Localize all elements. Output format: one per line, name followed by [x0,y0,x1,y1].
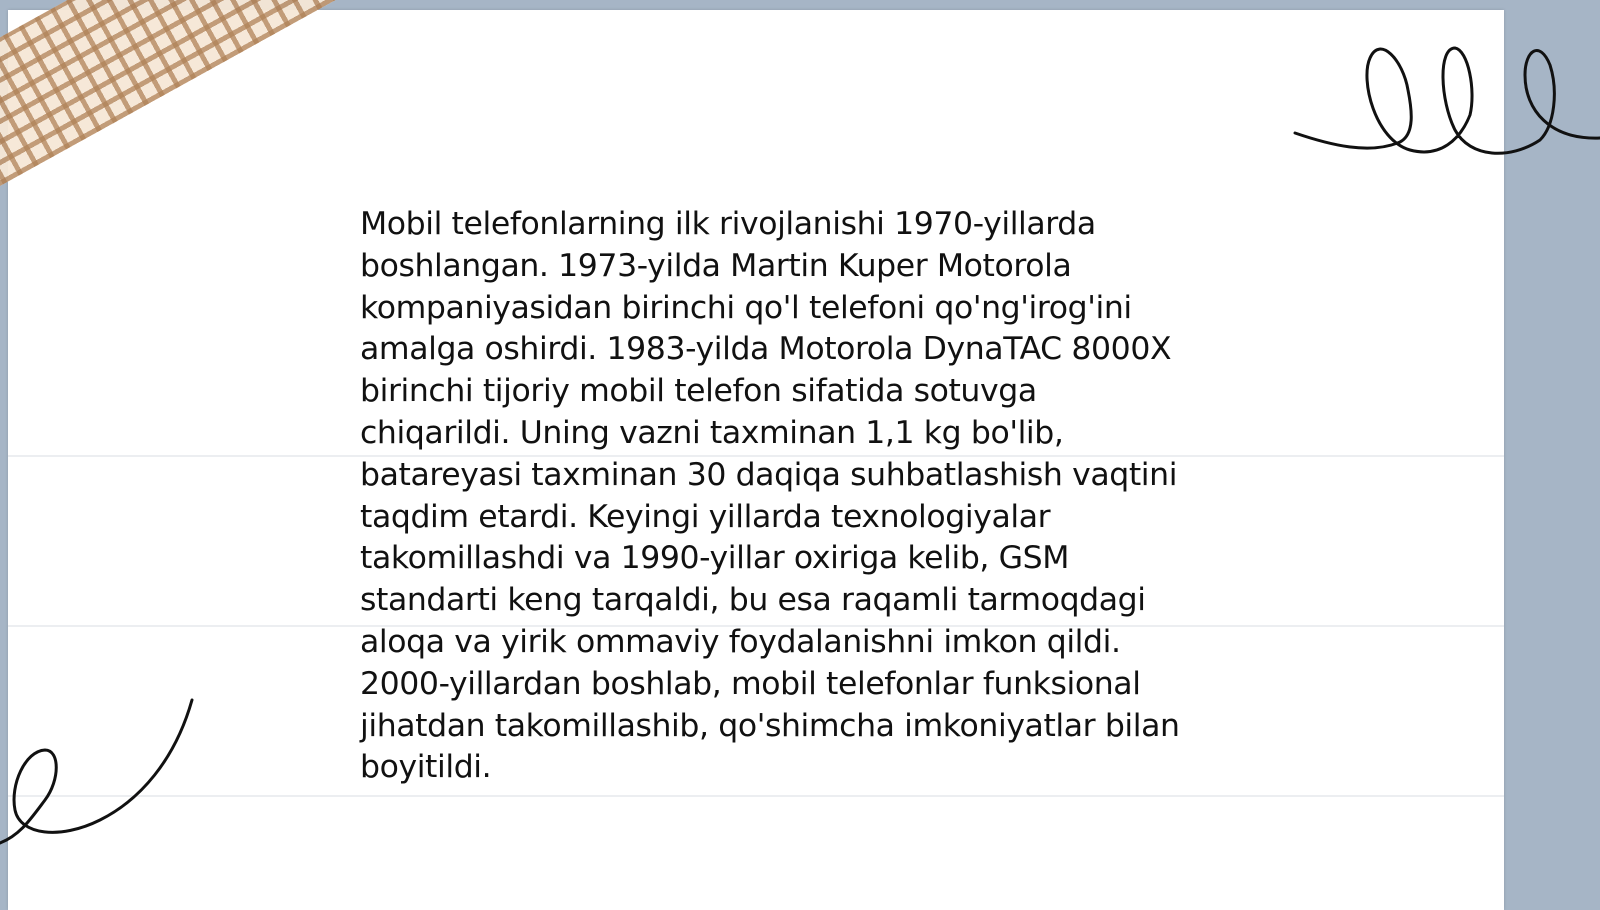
swoosh-squiggle-decoration [0,695,200,850]
slide-body-text: Mobil telefonlarning ilk rivojlanishi 1970-yillarda boshlangan. 1973-yilda Martin Kuper Motorola kompaniyasidan birinchi qo'l telefoni qo'ng'irog'ini amalga oshirdi. 1983-yilda Motorola DynaTAC 8000X birinchi tijoriy mobil telefon sifatida sotuvga chiqarildi. Uning vazni taxminan 1,1 kg bo'lib, batareyasi taxminan 30 daqiqa suhbatlashish vaqtini taqdim etardi. Keyingi yillarda texnologiyalar takomillashdi va 1990-yillar oxiriga kelib, GSM standarti keng tarqaldi, bu esa raqamli tarmoqdagi aloqa va yirik ommaviy foydalanishni imkon qildi. 2000-yillardan boshlab, mobil telefonlar funksional jihatdan takomillashib, qo'shimcha imkoniyatlar bilan boyitildi. [360,206,1180,786]
loop-squiggle-decoration [1290,30,1600,170]
paper-rule-line [8,795,1504,797]
plaid-tape [0,0,514,202]
